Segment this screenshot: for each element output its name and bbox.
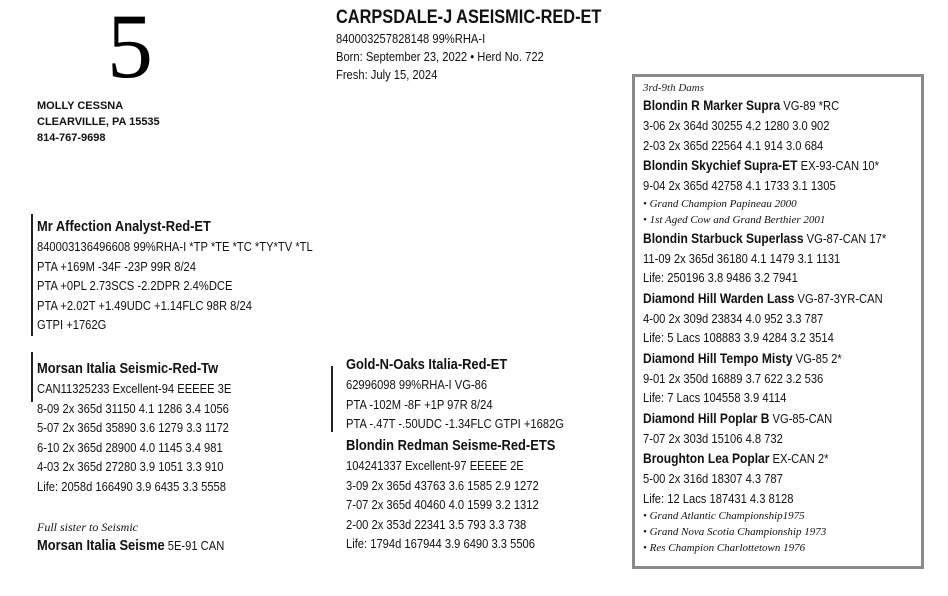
dam-note: Full sister to Seismic [37, 520, 138, 534]
dam-award: • 1st Aged Cow and Grand Berthier 2001 [643, 213, 826, 226]
dams-title: 3rd-9th Dams [643, 82, 705, 94]
dam-name: Morsan Italia Seismic-Red-Tw [37, 360, 219, 377]
mgd-line: 104241337 Excellent-97 EEEEE 2E [346, 458, 524, 473]
mgd-line: 3-09 2x 365d 43763 3.6 1585 2.9 1272 [346, 477, 539, 493]
sire-block [37, 216, 358, 335]
sire-name: Mr Affection Analyst-Red-ET [37, 218, 211, 235]
dam-record: 9-01 2x 350d 16889 3.7 622 3.2 536 [643, 370, 824, 386]
dam-record: Life: 7 Lacs 104558 3.9 4114 [643, 390, 787, 405]
dam-block [37, 358, 263, 496]
sire-line: PTA +0PL 2.73SCS -2.2DPR 2.4%DCE [37, 278, 233, 293]
sire-bracket [31, 214, 33, 336]
dam-record: 3-06 2x 364d 30255 4.2 1280 3.0 902 [643, 118, 830, 133]
dam-line: CAN11325233 Excellent-94 EEEEE 3E [37, 381, 232, 396]
dam-record: 5-00 2x 316d 18307 4.3 787 [643, 471, 783, 486]
mgd-line: 2-00 2x 353d 22341 3.5 793 3.3 738 [346, 516, 527, 532]
sire-line: 840003136496608 99%RHA-I *TP *TE *TC *TY*TV *TL [37, 239, 313, 254]
sister-name: Morsan Italia Seisme [37, 537, 165, 554]
sire-line: PTA +2.02T +1.49UDC +1.14FLC 98R 8/24 [37, 297, 252, 313]
dam-entry-name: Diamond Hill Warden Lass VG-87-3YR-CAN [643, 289, 883, 306]
dam-entry-name: Blondin Starbuck Superlass VG-87-CAN 17* [643, 229, 887, 246]
dam-record: Life: 5 Lacs 108883 3.9 4284 3.2 3514 [643, 330, 834, 345]
mgd-name: Blondin Redman Seisme-Red-ETS [346, 437, 556, 454]
mgs-block [346, 354, 599, 434]
mgd-line: Life: 1794d 167944 3.9 6490 3.3 5506 [346, 536, 535, 551]
dam-entry-name: Blondin R Marker Supra VG-89 *RC [643, 97, 840, 113]
animal-name: CARPSDALE-J ASEISMIC-RED-ET [336, 7, 602, 28]
dam-entry-name: Broughton Lea Poplar EX-CAN 2* [643, 450, 829, 466]
dam-line: 6-10 2x 365d 28900 4.0 1145 3.4 981 [37, 439, 223, 455]
mgs-bracket [331, 366, 333, 432]
dam-record: Life: 250196 3.8 9486 3.2 7941 [643, 270, 798, 285]
consignor-block [37, 98, 160, 146]
dam-record: 7-07 2x 303d 15106 4.8 732 [643, 430, 783, 446]
dam-line: 4-03 2x 365d 27280 3.9 1051 3.3 910 [37, 459, 224, 474]
consignor-phone: 814-767-9698 [37, 132, 106, 144]
mgs-line: PTA -.47T -.50UDC -1.34FLC GTPI +1682G [346, 416, 564, 431]
mgd-line: 7-07 2x 365d 40460 4.0 1599 3.2 1312 [346, 497, 539, 512]
mgd-block [346, 435, 589, 554]
consignor-address: CLEARVILLE, PA 15535 [37, 116, 160, 128]
consignor-name: MOLLY CESSNA [37, 100, 124, 112]
dam-line: 8-09 2x 365d 31150 4.1 1286 3.4 1056 [37, 400, 229, 416]
dam-entry-name: Diamond Hill Tempo Misty VG-85 2* [643, 349, 842, 366]
mgs-line: 62996098 99%RHA-I VG-86 [346, 377, 488, 392]
dams-box [632, 74, 924, 569]
dam-record: 4-00 2x 309d 23834 4.0 952 3.3 787 [643, 310, 824, 326]
dam-award: • Grand Atlantic Championship1975 [643, 510, 805, 522]
animal-born: Born: September 23, 2022 • Herd No. 722 [336, 49, 544, 64]
mgs-line: PTA -102M -8F +1P 97R 8/24 [346, 396, 493, 412]
sire-line: GTPI +1762G [37, 317, 107, 332]
dam-record: 9-04 2x 365d 42758 4.1 1733 3.1 1305 [643, 178, 836, 193]
dam-sister [37, 535, 255, 556]
dam-line: Life: 2058d 166490 3.9 6435 3.3 5558 [37, 478, 226, 494]
lot-number: 5 [107, 0, 153, 97]
dam-record: Life: 12 Lacs 187431 4.3 8128 [643, 490, 794, 506]
dam-line: 5-07 2x 365d 35890 3.6 1279 3.3 1172 [37, 420, 229, 435]
sister-classification: 5E-91 CAN [164, 538, 225, 553]
dam-award: • Grand Champion Papineau 2000 [643, 197, 797, 210]
animal-header [336, 6, 645, 84]
sire-line: PTA +169M -34F -23P 99R 8/24 [37, 258, 197, 274]
dam-entry-name: Diamond Hill Poplar B VG-85-CAN [643, 409, 833, 426]
dam-record: 11-09 2x 365d 36180 4.1 1479 3.1 1131 [643, 250, 841, 266]
dam-record: 2-03 2x 365d 22564 4.1 914 3.0 684 [643, 137, 824, 153]
dam-bracket [31, 352, 33, 402]
mgs-name: Gold-N-Oaks Italia-Red-ET [346, 356, 508, 373]
dam-entry-name: Blondin Skychief Supra-ET EX-93-CAN 10* [643, 157, 879, 173]
dam-award: • Grand Nova Scotia Championship 1973 [643, 526, 827, 538]
animal-id: 840003257828148 99%RHA-I [336, 31, 486, 46]
animal-fresh: Fresh: July 15, 2024 [336, 67, 438, 82]
dam-award: • Res Champion Charlottetown 1976 [643, 542, 806, 554]
